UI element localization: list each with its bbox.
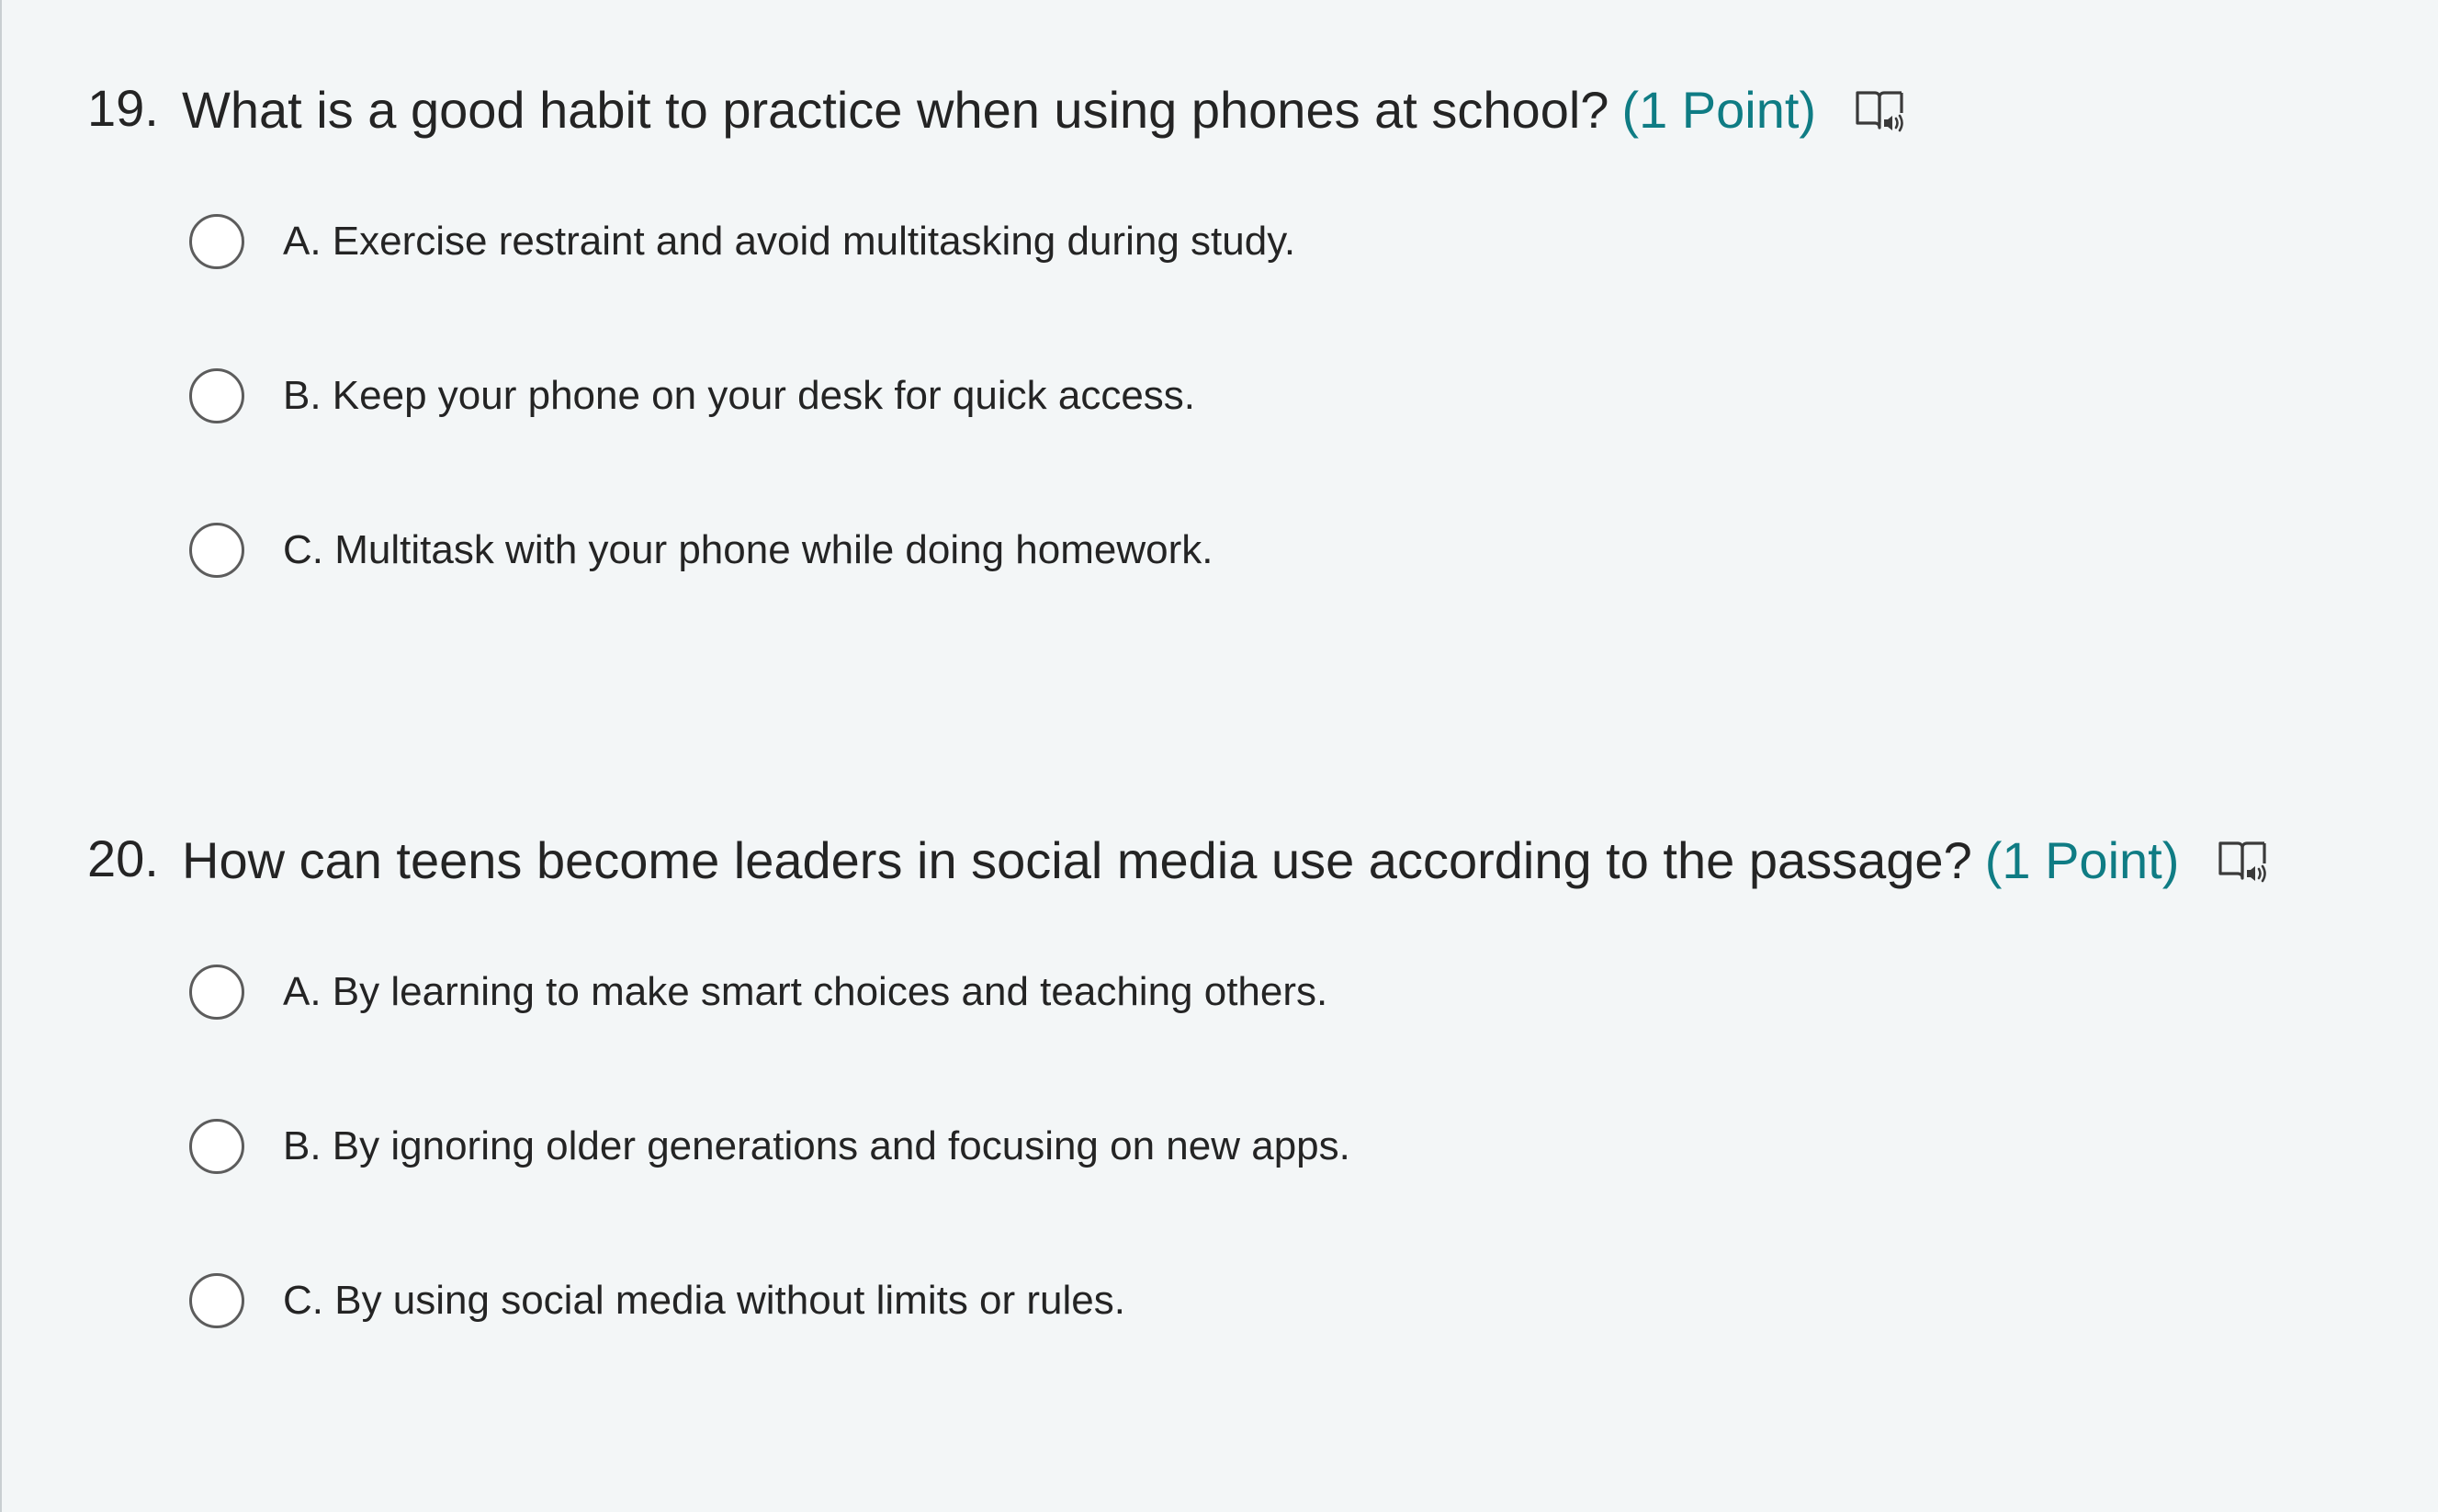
radio-button[interactable] [189,1273,244,1328]
question-number: 19. [87,79,159,137]
option-b[interactable] [189,1114,1350,1179]
option-b[interactable] [189,364,1195,428]
option-label: A. By learning to make smart choices and teaching others. [283,969,1328,1014]
option-c[interactable] [189,518,1213,582]
question-prompt: What is a good habit to practice when using phones at school? [182,81,1609,139]
question-20 [0,826,2438,1323]
immersive-reader-icon-graphic [1853,85,1906,137]
option-c[interactable] [189,1269,1125,1333]
immersive-reader-icon[interactable] [2216,836,2269,887]
option-a[interactable] [189,209,1295,274]
question-19 [0,75,2438,572]
question-number: 20. [87,829,159,887]
option-a[interactable] [189,960,1327,1024]
option-label: A. Exercise restraint and avoid multitasking during study. [283,219,1296,264]
radio-button[interactable] [189,368,244,423]
question-text [182,828,2269,894]
radio-button[interactable] [189,214,244,269]
question-points: (1 Point) [1984,831,2180,889]
page-left-border [0,0,2,1512]
option-label: C. By using social media without limits or rules. [283,1278,1125,1323]
immersive-reader-icon-graphic [2216,836,2269,887]
radio-button[interactable] [189,965,244,1020]
question-prompt: How can teens become leaders in social media use according to the passage? [182,831,1972,889]
immersive-reader-icon[interactable] [1853,85,1906,137]
question-points: (1 Point) [1621,81,1817,139]
option-label: C. Multitask with your phone while doing homework. [283,527,1213,572]
option-label: B. Keep your phone on your desk for quick access. [283,373,1196,418]
option-label: B. By ignoring older generations and focusing on new apps. [283,1123,1350,1168]
radio-button[interactable] [189,1119,244,1174]
question-text [182,77,1906,143]
question-title [0,826,2438,899]
question-title [0,75,2438,149]
radio-button[interactable] [189,523,244,578]
